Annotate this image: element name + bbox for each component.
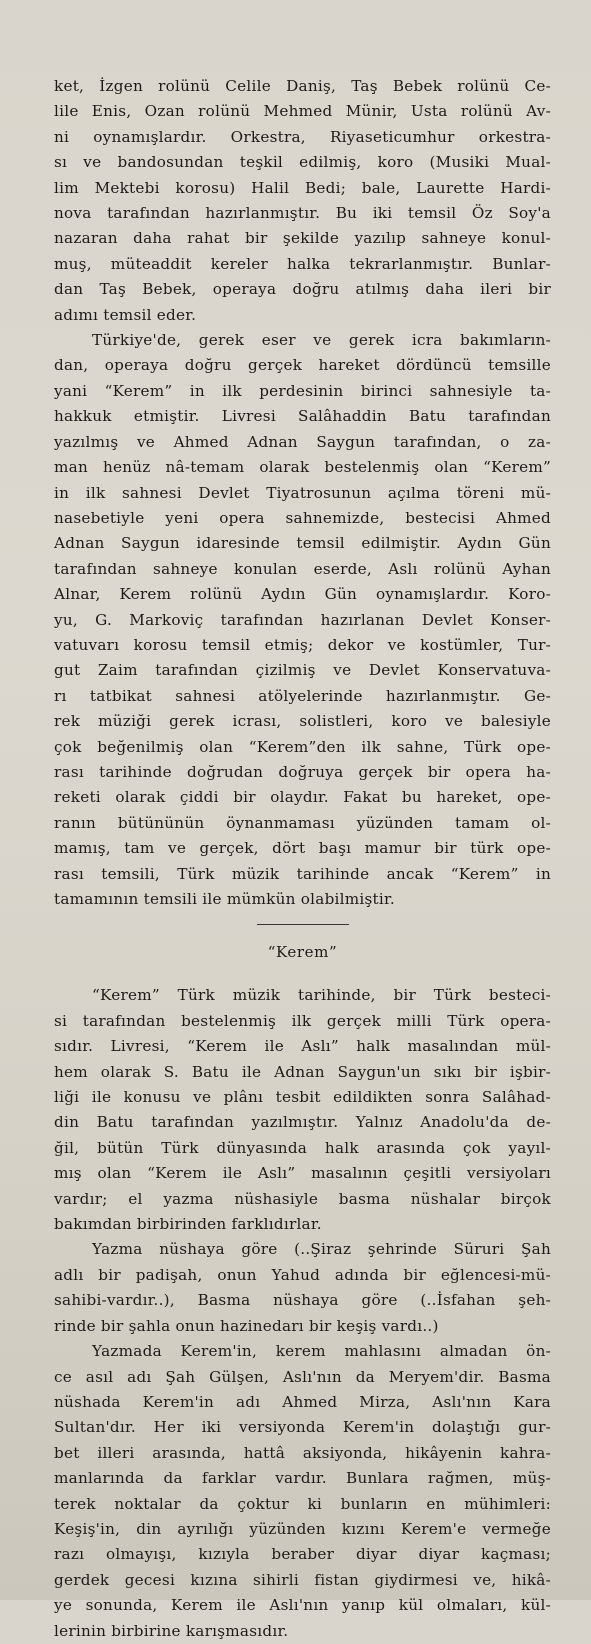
text-line: adlı bir padişah, onun Yahud adında bir eğlencesi-mü- bbox=[54, 1265, 551, 1284]
text-line: Alnar, Kerem rolünü Aydın Gün oynamışlardır. Koro- bbox=[54, 585, 551, 604]
text-line: mamış, tam ve gerçek, dört başı mamur bir türk ope- bbox=[54, 839, 551, 858]
text-line: Keşiş'in, din ayrılığı yüzünden kızını Kerem'e vermeğe bbox=[54, 1519, 551, 1538]
text-line: Sultan'dır. Her iki versiyonda Kerem'in dolaştığı gur- bbox=[54, 1418, 551, 1437]
text-line: gut Zaim tarafından çizilmiş ve Devlet Konservatuva- bbox=[54, 661, 551, 680]
text-line: gerdek gecesi kızına sihirli fistan giydirmesi ve, hikâ- bbox=[54, 1570, 551, 1589]
text-line: Adnan Saygun idaresinde temsil edilmiştir. Aydın Gün bbox=[54, 534, 551, 553]
text-line: lerinin birbirine karışmasıdır. bbox=[54, 1621, 289, 1640]
text-line: reketi olarak çiddi bir olaydır. Fakat bu hareket, ope- bbox=[54, 788, 551, 807]
text-line: si tarafından bestelenmiş ilk gerçek milli Türk opera- bbox=[54, 1011, 551, 1030]
text-line: rek müziği gerek icrası, solistleri, koro ve balesiyle bbox=[54, 712, 551, 731]
text-line: ranın bütününün öynanmaması yüzünden tamam ol- bbox=[54, 813, 551, 832]
text-line: ce asıl adı Şah Gülşen, Aslı'nın da Meryem'dir. Basma bbox=[54, 1367, 551, 1386]
text-line: yu, G. Markoviç tarafından hazırlanan Devlet Konser- bbox=[54, 610, 551, 629]
text-line: ğil, bütün Türk dünyasında halk arasında çok yayıl- bbox=[54, 1138, 551, 1157]
text-line: sı ve bandosundan teşkil edilmiş, koro (Musiki Mual- bbox=[54, 153, 551, 172]
text-line: “Kerem” Türk müzik tarihinde, bir Türk besteci- bbox=[92, 986, 551, 1005]
text-line: manlarında da farklar vardır. Bunlara rağmen, müş- bbox=[54, 1469, 551, 1488]
text-line: çok beğenilmiş olan “Kerem”den ilk sahne, Türk ope- bbox=[54, 737, 551, 756]
text-line: rı tatbikat sahnesi atölyelerinde hazırlanmıştır. Ge- bbox=[54, 686, 551, 705]
text-line: Yazma nüshaya göre (..Şiraz şehrinde Süruri Şah bbox=[92, 1240, 551, 1259]
section-divider bbox=[257, 924, 349, 925]
text-line: ket, İzgen rolünü Celile Daniş, Taş Bebek rolünü Ce- bbox=[54, 77, 551, 95]
text-line: ye sonunda, Kerem ile Aslı'nın yanıp kül olmaları, kül- bbox=[54, 1596, 551, 1615]
text-line: bet illeri arasında, hattâ aksiyonda, hikâyenin kahra- bbox=[54, 1443, 551, 1462]
text-line: rinde bir şahla onun hazinedarı bir keşiş vardı..) bbox=[54, 1316, 439, 1335]
text-line: sahibi-vardır..), Basma nüshaya göre (..İsfahan şeh- bbox=[54, 1291, 551, 1310]
text-line: ni oynamışlardır. Orkestra, Riyaseticumhur orkestra- bbox=[54, 127, 551, 146]
text-line: hem olarak S. Batu ile Adnan Saygun'un sıkı bir işbir- bbox=[54, 1062, 551, 1081]
text-line: adımı temsil eder. bbox=[54, 305, 197, 324]
text-line: muş, müteaddit kereler halka tekrarlanmıştır. Bunlar- bbox=[54, 254, 551, 273]
text-line: vatuvarı korosu temsil etmiş; dekor ve kostümler, Tur- bbox=[54, 635, 551, 654]
text-line: in ilk sahnesi Devlet Tiyatrosunun açılma töreni mü- bbox=[54, 483, 551, 502]
text-line: rası temsili, Türk müzik tarihinde ancak “Kerem” in bbox=[54, 864, 551, 883]
paragraph bbox=[54, 983, 551, 1237]
text-line: nüshada Kerem'in adı Ahmed Mirza, Aslı'nın Kara bbox=[54, 1392, 551, 1411]
text-line: yani “Kerem” in ilk perdesinin birinci sahnesiyle ta- bbox=[54, 381, 551, 400]
paragraph bbox=[54, 74, 551, 328]
text-line: Türkiye'de, gerek eser ve gerek icra bakımların- bbox=[92, 331, 551, 350]
text-line: razı olmayışı, kızıyla beraber diyar diyar kaçması; bbox=[54, 1545, 551, 1564]
lower-text-block bbox=[54, 983, 551, 1644]
text-line: yazılmış ve Ahmed Adnan Saygun tarafından, o za- bbox=[54, 432, 551, 451]
text-line: nova tarafından hazırlanmıştır. Bu iki temsil Öz Soy'a bbox=[54, 204, 551, 223]
section-heading: “Kerem” bbox=[267, 943, 338, 962]
text-line: terek noktalar da çoktur ki bunların en mühimleri: bbox=[54, 1494, 551, 1513]
text-line: lile Enis, Ozan rolünü Mehmed Münir, Usta rolünü Av- bbox=[54, 102, 551, 121]
paragraph bbox=[54, 328, 551, 912]
text-line: bakımdan birbirinden farklıdırlar. bbox=[54, 1215, 322, 1234]
text-line: nazaran daha rahat bir şekilde yazılıp sahneye konul- bbox=[54, 229, 551, 248]
text-line: dan, operaya doğru gerçek hareket dördüncü temsille bbox=[54, 356, 551, 375]
paragraph bbox=[54, 1237, 551, 1339]
text-line: tarafından sahneye konulan eserde, Aslı rolünü Ayhan bbox=[54, 559, 551, 578]
paragraph bbox=[54, 1339, 551, 1644]
text-line: man henüz nâ-temam olarak bestelenmiş olan “Kerem” bbox=[54, 458, 551, 477]
text-line: din Batu tarafından yazılmıştır. Yalnız Anadolu'da de- bbox=[54, 1113, 551, 1132]
text-line: sıdır. Livresi, “Kerem ile Aslı” halk masalından mül- bbox=[54, 1037, 551, 1056]
text-line: mış olan “Kerem ile Aslı” masalının çeşitli versiyoları bbox=[54, 1164, 551, 1183]
text-line: nasebetiyle yeni opera sahnemizde, bestecisi Ahmed bbox=[54, 508, 551, 527]
text-line: liği ile konusu ve plânı tesbit edildikten sonra Salâhad- bbox=[54, 1088, 551, 1107]
text-line: tamamının temsili ile mümkün olabilmiştir. bbox=[54, 890, 395, 908]
upper-text-block bbox=[54, 74, 551, 912]
text-line: Yazmada Kerem'in, kerem mahlasını almadan ön- bbox=[92, 1342, 551, 1361]
text-line: vardır; el yazma nüshasiyle basma nüshalar birçok bbox=[54, 1189, 551, 1208]
text-line: dan Taş Bebek, operaya doğru atılmış daha ileri bir bbox=[54, 280, 551, 299]
text-line: rası tarihinde doğrudan doğruya gerçek bir opera ha- bbox=[54, 762, 551, 781]
text-line: lim Mektebi korosu) Halil Bedi; bale, Laurette Hardi- bbox=[54, 178, 551, 197]
text-line: hakkuk etmiştir. Livresi Salâhaddin Batu tarafından bbox=[54, 407, 551, 426]
